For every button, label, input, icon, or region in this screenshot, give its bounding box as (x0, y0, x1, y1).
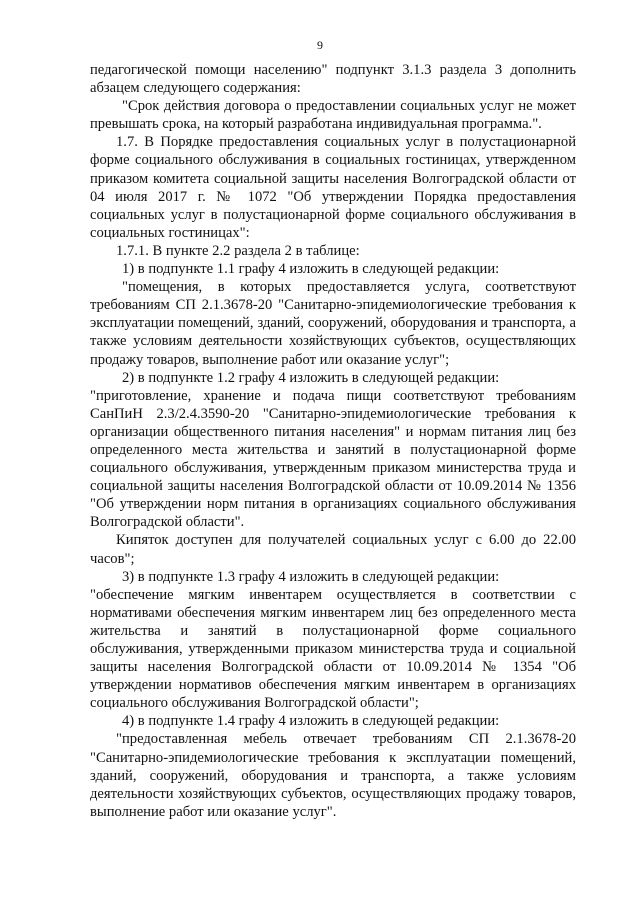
paragraph-item-1: 1) в подпункте 1.1 графу 4 изложить в следующей редакции: (122, 261, 500, 278)
paragraph-boiling-water: Кипяток доступен для получателей социальных услуг с 6.00 до 22.00 часов"; (90, 532, 576, 567)
paragraph-item-4: 4) в подпункте 1.4 графу 4 изложить в следующей редакции: (122, 713, 500, 730)
paragraph-continuation: педагогической помощи населению" подпункт 3.1.3 раздела 3 дополнить абзацем следующего содержания: (90, 62, 576, 97)
paragraph-item-1-text: "помещения, в которых предоставляется услуга, соответствуют требованиям СП 2.1.3678-20 "Санитарно-эпидемиологические требования к эксплуатации помещений, зданий, сооружений, оборудования и транспорта, а также условиям деятельности хозяйствующих субъектов, осуществляющих продажу товаров, выполнение работ или оказание услуг"; (90, 279, 576, 368)
paragraph-item-3: 3) в подпункте 1.3 графу 4 изложить в следующей редакции: (122, 568, 500, 585)
document-body (90, 61, 576, 821)
paragraph-item-2: 2) в подпункте 1.2 графу 4 изложить в следующей редакции: (122, 369, 500, 386)
paragraph-1-7: 1.7. В Порядке предоставления социальных услуг в полустационарной форме социального обслуживания в социальных гостиницах, утвержденном приказом комитета социальной защиты населения Волгоградской области от 04 июля 2017 г. № 1072 "Об утверждении Порядка предоставления социальных услуг в полустационарной форме социального обслуживания в социальных гостиницах": (90, 134, 576, 241)
page-number: 9 (317, 38, 323, 52)
paragraph-1-7-1: 1.7.1. В пункте 2.2 раздела 2 в таблице: (116, 242, 360, 259)
paragraph-item-2-text: "приготовление, хранение и подача пищи соответствуют требованиям СанПиН 2.3/2.4.3590-20 "Санитарно-эпидемиологические требования к организации общественного питания населения" и нормам питания лиц без определенного места жительства и занятий в полустационарной форме социального обслуживания, утвержденным приказом министерства труда и социальной защиты населения Волгоградской области от 10.09.2014 № 1356 "Об утверждении норм питания в организациях социального обслуживания Волгоградской области". (90, 387, 576, 531)
paragraph-quote-contract-term: "Срок действия договора о предоставлении социальных услуг не может превышать срока, на который разработана индивидуальная программа.". (90, 98, 576, 133)
paragraph-item-4-text: "предоставленная мебель отвечает требованиям СП 2.1.3678-20 "Санитарно-эпидемиологические требования к эксплуатации помещений, зданий, сооружений, оборудования и транспорта, а также условиям деятельности хозяйствующих субъектов, осуществляющих продажу товаров, выполнение работ или оказание услуг". (90, 731, 576, 820)
paragraph-item-3-text: "обеспечение мягким инвентарем осуществляется в соответствии с нормативами обеспечения мягким инвентарем лиц без определенного места жительства и занятий в полустационарной форме социального обслуживания, утвержденными приказом министерства труда и социальной защиты населения Волгоградской области от 10.09.2014 № 1354 "Об утверждении нормативов обеспечения мягким инвентарем в организациях социального обслуживания Волгоградской области"; (90, 586, 576, 712)
